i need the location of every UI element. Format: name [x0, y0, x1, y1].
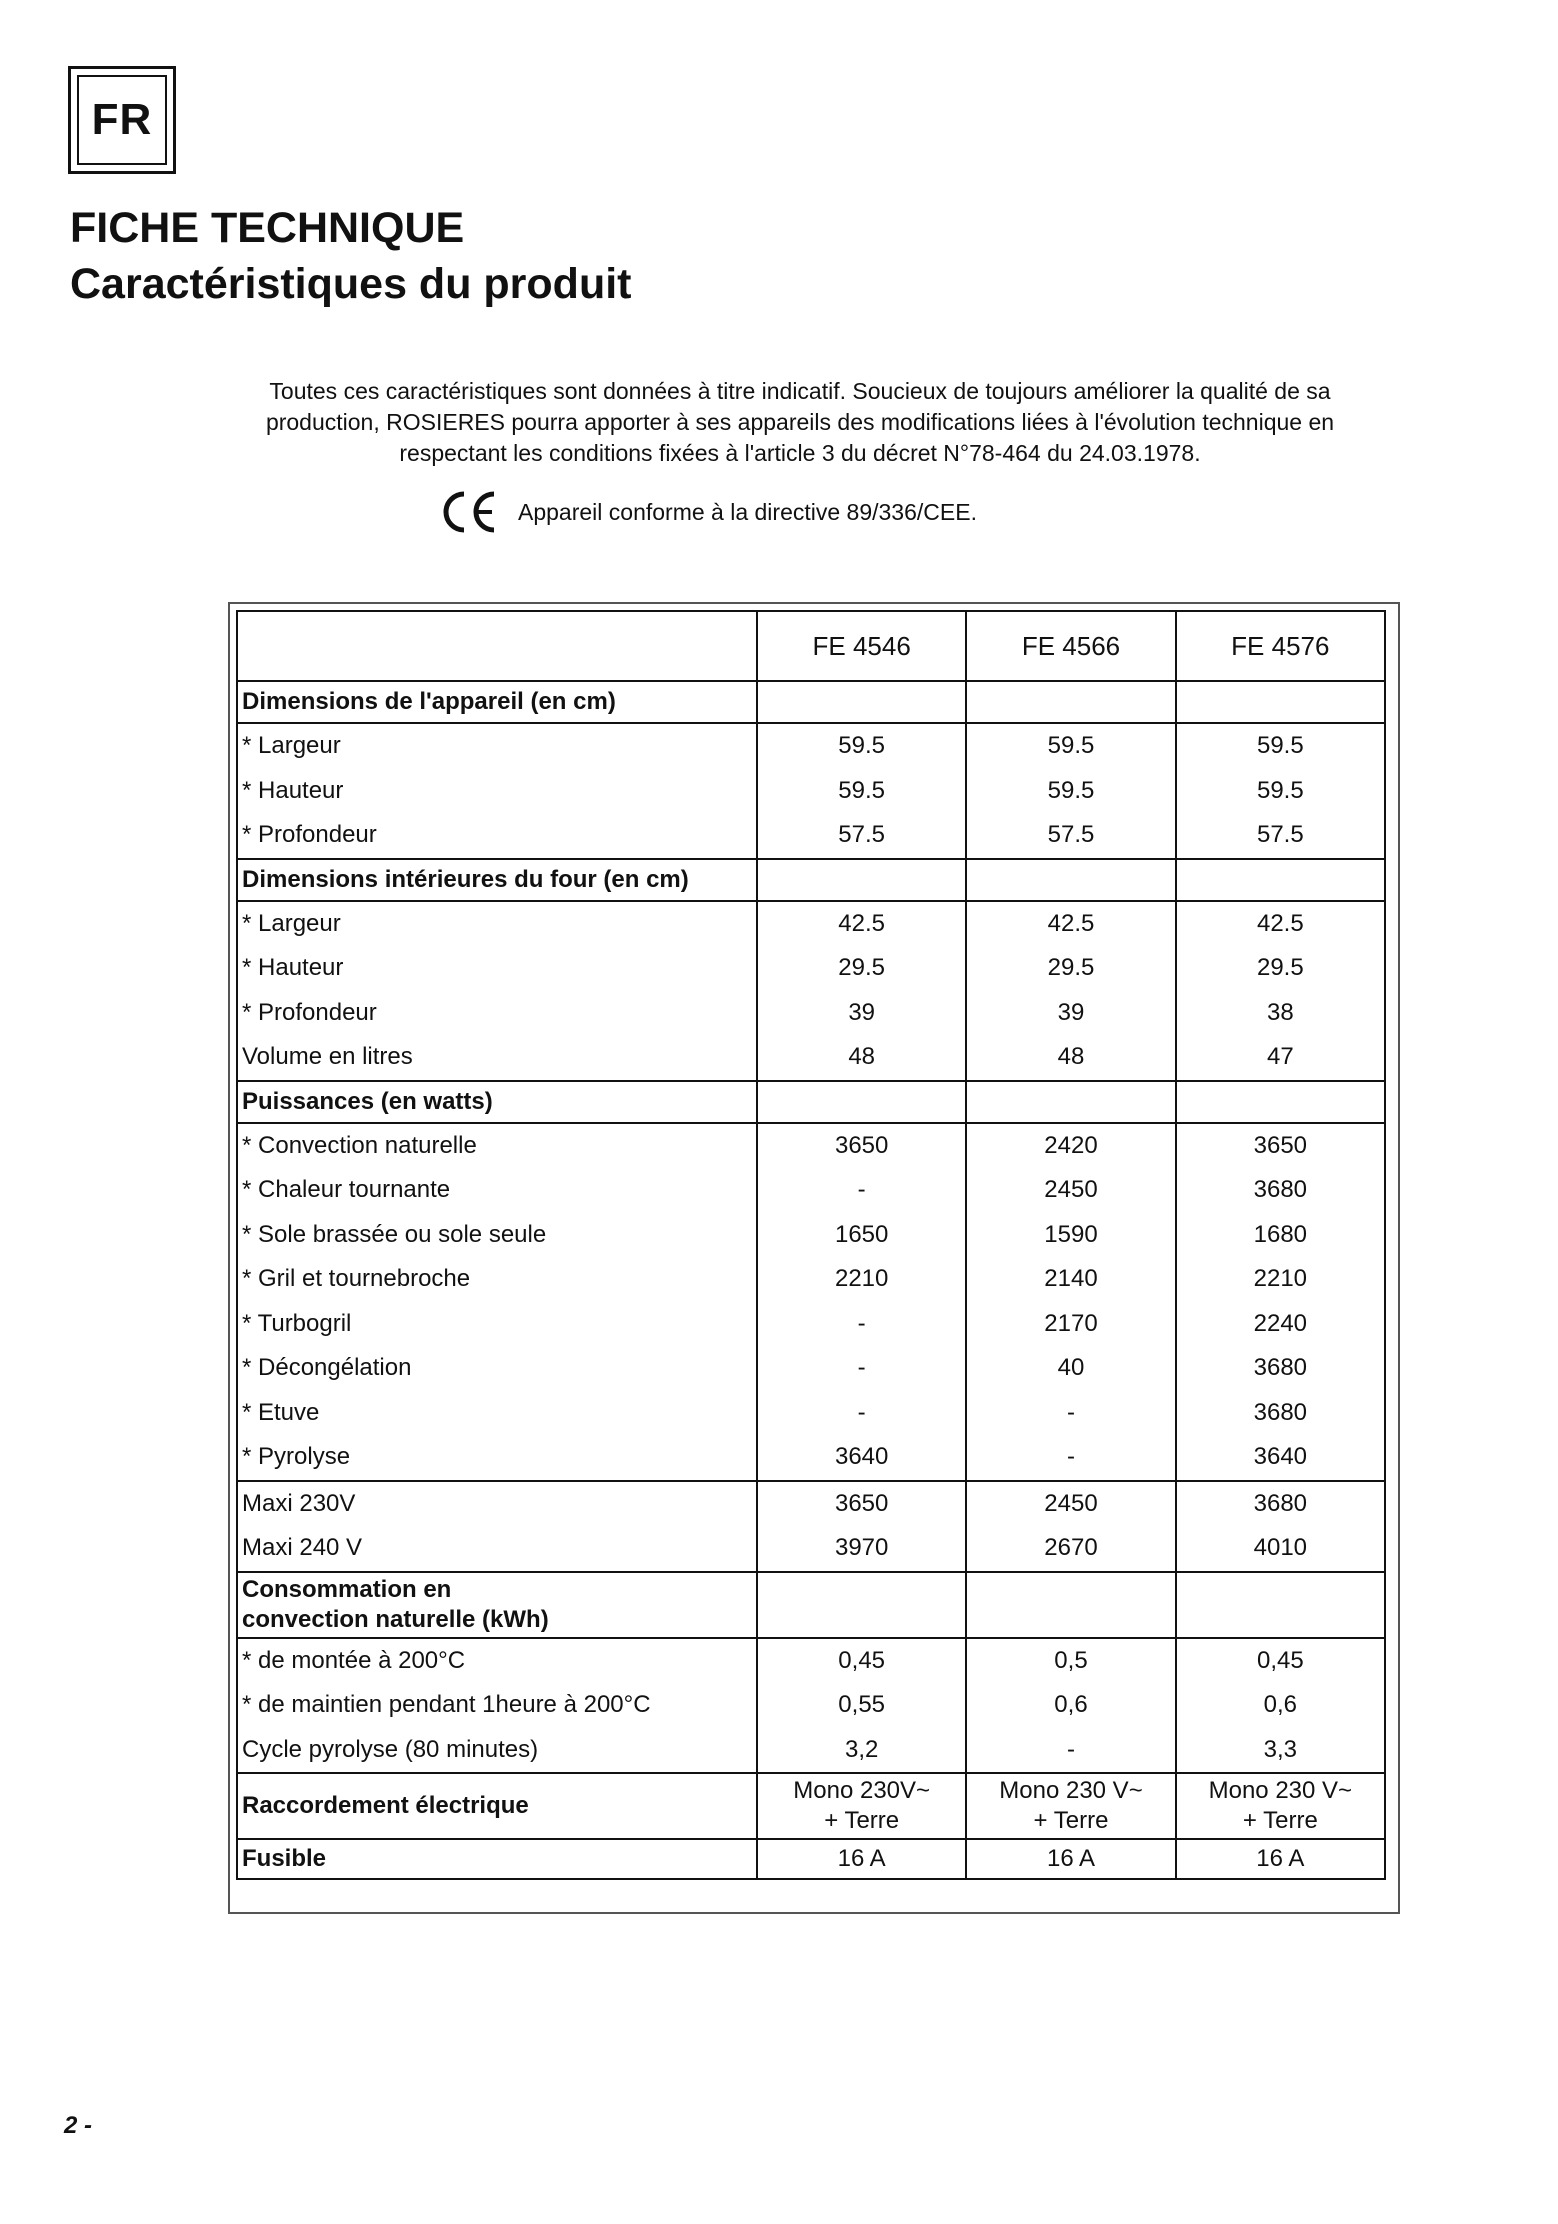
cell-value: 3650 — [757, 1123, 966, 1169]
cell-value: 16 A — [757, 1839, 966, 1879]
cell-value: - — [757, 1391, 966, 1436]
table-row — [237, 1435, 1385, 1481]
cell-value: 39 — [757, 991, 966, 1036]
row-label: * Convection naturelle — [237, 1123, 757, 1169]
table-row — [237, 1123, 1385, 1169]
cell-value: 48 — [966, 1035, 1175, 1081]
cell-value: 0,45 — [757, 1638, 966, 1684]
row-label: * Pyrolyse — [237, 1435, 757, 1481]
row-label: * Gril et tournebroche — [237, 1257, 757, 1302]
title-line-2: Caractéristiques du produit — [70, 260, 632, 308]
table-row — [237, 723, 1385, 769]
table-row — [237, 901, 1385, 947]
title-line-1: FICHE TECHNIQUE — [70, 204, 465, 252]
row-label: * Hauteur — [237, 769, 757, 814]
section-row — [237, 681, 1385, 723]
cell-value: 0,6 — [966, 1683, 1175, 1728]
cell-value: 3640 — [1176, 1435, 1385, 1481]
cell-value: 2670 — [966, 1526, 1175, 1572]
table-row — [237, 1168, 1385, 1213]
cell-value: 59.5 — [966, 769, 1175, 814]
section-title-line-2: convection naturelle (kWh) — [242, 1605, 549, 1633]
section-title — [237, 1572, 757, 1638]
table-row — [237, 1213, 1385, 1258]
table-row — [237, 1683, 1385, 1728]
ce-conformity — [440, 490, 977, 534]
row-label: Cycle pyrolyse (80 minutes) — [237, 1728, 757, 1774]
page-number: 2 - — [64, 2112, 93, 2139]
language-badge-label: FR — [77, 75, 167, 165]
cell-value: 0,45 — [1176, 1638, 1385, 1684]
cell-value: - — [757, 1168, 966, 1213]
cell-value: 42.5 — [1176, 901, 1385, 947]
cell-value: 57.5 — [757, 813, 966, 859]
table-row — [237, 769, 1385, 814]
cell-value: 59.5 — [1176, 769, 1385, 814]
section-row — [237, 859, 1385, 901]
row-label: * Profondeur — [237, 991, 757, 1036]
cell-value: 2210 — [757, 1257, 966, 1302]
cell-value — [757, 1773, 966, 1839]
cell-value: 48 — [757, 1035, 966, 1081]
cell-value: 29.5 — [1176, 946, 1385, 991]
cell-value: 59.5 — [757, 723, 966, 769]
table-row — [237, 991, 1385, 1036]
row-label: * Hauteur — [237, 946, 757, 991]
table-row — [237, 1638, 1385, 1684]
row-label: Volume en litres — [237, 1035, 757, 1081]
cell-value: - — [966, 1728, 1175, 1774]
cell-value: 59.5 — [966, 723, 1175, 769]
cell-value: 0,6 — [1176, 1683, 1385, 1728]
intro-line-3: respectant les conditions fixées à l'article 3 du décret N°78-464 du 24.03.1978. — [399, 440, 1201, 466]
intro-line-2: production, ROSIERES pourra apporter à ses appareils des modifications liées à l'évolution technique en — [265, 409, 1335, 435]
cell-value: 3680 — [1176, 1481, 1385, 1527]
row-label: * Sole brassée ou sole seule — [237, 1213, 757, 1258]
cell-value: 2420 — [966, 1123, 1175, 1169]
section-title: Dimensions de l'appareil (en cm) — [237, 681, 757, 723]
cell-value: 38 — [1176, 991, 1385, 1036]
cell-value: - — [757, 1346, 966, 1391]
cell-value — [1176, 1773, 1385, 1839]
connection-type: Mono 230 V~ — [1208, 1777, 1353, 1804]
cell-value: 47 — [1176, 1035, 1385, 1081]
row-label: * Chaleur tournante — [237, 1168, 757, 1213]
cell-value: 2210 — [1176, 1257, 1385, 1302]
cell-value: 29.5 — [966, 946, 1175, 991]
cell-value: 2140 — [966, 1257, 1175, 1302]
cell-value: 1650 — [757, 1213, 966, 1258]
cell-value: 2450 — [966, 1481, 1175, 1527]
model-header: FE 4546 — [757, 611, 966, 681]
cell-value: 4010 — [1176, 1526, 1385, 1572]
cell-value: 16 A — [966, 1839, 1175, 1879]
table-row — [237, 1257, 1385, 1302]
table-row — [237, 1728, 1385, 1774]
table-row — [237, 946, 1385, 991]
row-label: * Profondeur — [237, 813, 757, 859]
ce-text: Appareil conforme à la directive 89/336/CEE. — [518, 498, 977, 525]
table-row — [237, 1035, 1385, 1081]
connection-earth: + Terre — [824, 1807, 900, 1834]
cell-value: - — [757, 1302, 966, 1347]
table-row — [237, 1302, 1385, 1347]
cell-value: 0,55 — [757, 1683, 966, 1728]
row-label: * Décongélation — [237, 1346, 757, 1391]
cell-value: 3650 — [1176, 1123, 1385, 1169]
connection-earth: + Terre — [1242, 1807, 1318, 1834]
cell-value: 42.5 — [757, 901, 966, 947]
cell-value: 3640 — [757, 1435, 966, 1481]
cell-value: 40 — [966, 1346, 1175, 1391]
table-row — [237, 1526, 1385, 1572]
cell-value: 1680 — [1176, 1213, 1385, 1258]
table-header-row — [237, 611, 1385, 681]
cell-value: 29.5 — [757, 946, 966, 991]
table-row — [237, 1391, 1385, 1436]
row-label: * Etuve — [237, 1391, 757, 1436]
connection-type: Mono 230V~ — [793, 1777, 931, 1804]
cell-value — [966, 1773, 1175, 1839]
table-row — [237, 813, 1385, 859]
cell-value: 3,3 — [1176, 1728, 1385, 1774]
row-label: * Turbogril — [237, 1302, 757, 1347]
model-header: FE 4566 — [966, 611, 1175, 681]
row-label: Fusible — [237, 1839, 757, 1879]
section-title-line-1: Consommation en — [242, 1575, 452, 1603]
row-label: * Largeur — [237, 723, 757, 769]
connection-type: Mono 230 V~ — [999, 1777, 1143, 1804]
row-label: Maxi 230V — [237, 1481, 757, 1527]
cell-value: - — [966, 1391, 1175, 1436]
cell-value: 3650 — [757, 1481, 966, 1527]
row-label: Maxi 240 V — [237, 1526, 757, 1572]
page-title — [70, 200, 631, 312]
cell-value: 42.5 — [966, 901, 1175, 947]
cell-value: 2240 — [1176, 1302, 1385, 1347]
row-label: * de montée à 200°C — [237, 1638, 757, 1684]
cell-value: 59.5 — [757, 769, 966, 814]
cell-value: 59.5 — [1176, 723, 1385, 769]
cell-value: 3680 — [1176, 1168, 1385, 1213]
row-label: * de maintien pendant 1heure à 200°C — [237, 1683, 757, 1728]
table-row — [237, 1346, 1385, 1391]
table-row — [237, 1481, 1385, 1527]
spec-table-frame — [228, 602, 1400, 1914]
cell-value: 3680 — [1176, 1391, 1385, 1436]
cell-value: 57.5 — [1176, 813, 1385, 859]
cell-value: 2170 — [966, 1302, 1175, 1347]
section-title: Dimensions intérieures du four (en cm) — [237, 859, 757, 901]
row-label: * Largeur — [237, 901, 757, 947]
connection-earth: + Terre — [1033, 1807, 1109, 1834]
section-title: Puissances (en watts) — [237, 1081, 757, 1123]
electrical-connection-row — [237, 1773, 1385, 1839]
cell-value: 3,2 — [757, 1728, 966, 1774]
cell-value: 3970 — [757, 1526, 966, 1572]
cell-value: 16 A — [1176, 1839, 1385, 1879]
ce-mark-icon — [440, 490, 500, 534]
cell-value: 39 — [966, 991, 1175, 1036]
cell-value: 2450 — [966, 1168, 1175, 1213]
cell-value: 0,5 — [966, 1638, 1175, 1684]
row-label: Raccordement électrique — [237, 1773, 757, 1839]
cell-value: - — [966, 1435, 1175, 1481]
intro-line-1: Toutes ces caractéristiques sont données à titre indicatif. Soucieux de toujours améliorer la qualité de sa — [269, 378, 1331, 404]
fuse-row — [237, 1839, 1385, 1879]
section-row — [237, 1572, 1385, 1638]
cell-value: 57.5 — [966, 813, 1175, 859]
model-header: FE 4576 — [1176, 611, 1385, 681]
section-row — [237, 1081, 1385, 1123]
language-badge — [68, 66, 176, 174]
cell-value: 3680 — [1176, 1346, 1385, 1391]
cell-value: 1590 — [966, 1213, 1175, 1258]
header-empty-cell — [237, 611, 757, 681]
spec-table — [236, 610, 1386, 1880]
intro-paragraph — [165, 376, 1435, 469]
